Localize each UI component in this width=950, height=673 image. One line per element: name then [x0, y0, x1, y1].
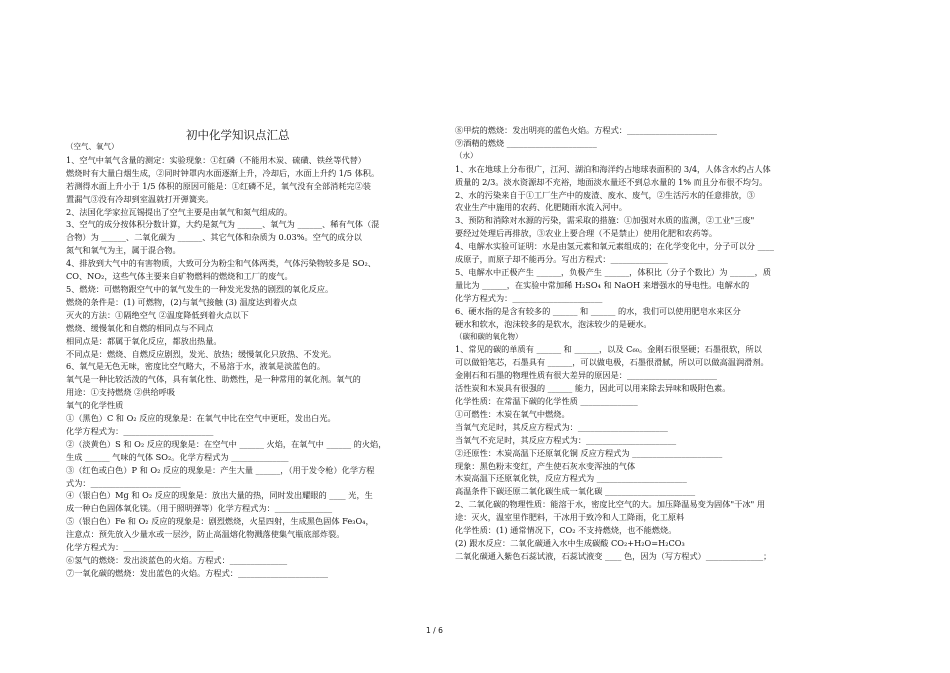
right-line: 可以做铅笔芯，石墨具有 ______，可以做电极，石墨很滑腻，所以可以做高温润滑剂。 [455, 357, 769, 368]
right-line: 6、硬水指的是含有较多的 ______ 和 ______ 的水，我们可以使用肥皂水来区分 [455, 305, 741, 316]
left-line: 燃烧、缓慢氧化和自燃的相同点与不同点 [66, 322, 214, 333]
right-line: 当氧气充足时，其反应方程式为：______________________ [455, 421, 668, 432]
right-line: 农业生产中施用的农药、化肥随雨水流入河中。 [455, 202, 627, 213]
right-line: 质量的 2/3。淡水资源却不充裕，地面淡水量还不到总水量的 1% 而且分布很不均匀。 [455, 176, 768, 187]
left-line: 氮气和氧气为主，属于混合物。 [66, 245, 181, 256]
left-line: ⑤（银白色）Fe 和 O₂ 反应的现象是：剧烈燃烧，火星四射，生成黑色固体 Fe₃O₄， [66, 516, 374, 527]
left-line: 6、氧气是无色无味，密度比空气略大，不易溶于水，液氧是淡蓝色的。 [66, 361, 326, 372]
right-line: 1、水在地球上分布很广，江河、湖泊和海洋约占地球表面积的 3/4，人体含水约占人体 [455, 163, 771, 174]
right-line: 4、电解水实验可证明：水是由氢元素和氧元素组成的；在化学变化中，分子可以分 ____ [455, 241, 774, 252]
right-line: 途：灭火，温室里作肥料，干冰用于致冷和人工降雨，化工原料 [455, 512, 685, 523]
left-line: 5、燃烧：可燃物跟空气中的氧气发生的一种发光发热的剧烈的氧化反应。 [66, 283, 334, 294]
right-line: 化学性质：(1) 通常情况下，CO₂ 不支持燃烧，也不能燃烧。 [455, 525, 677, 536]
left-line: （空气、氧气） [66, 142, 119, 151]
left-line: 4、排放到大气中的有害物质，大致可分为粉尘和气体两类，气体污染物较多是 SO₂、 [66, 258, 376, 269]
left-line: 注意点：预先放入少量水或一层沙，防止高温熔化物溅落使集气瓶底部炸裂。 [66, 529, 345, 540]
left-line: 成一种白色固体氧化镁。（用于照明弹等）化学方程式为：______________ [66, 503, 333, 514]
right-line: ⑧甲烷的燃烧：发出明亮的蓝色火焰。方程式：______________________ [455, 125, 718, 135]
right-line: ②还原性：木炭高温下还原氧化铜 反应方程式为 ______________________ [455, 447, 723, 458]
left-line: 2、法国化学家拉瓦锡提出了空气主要是由氧气和氮气组成的。 [66, 206, 293, 217]
left-line: 燃烧的条件是：(1) 可燃物，(2)与氧气接触 (3) 温度达到着火点 [66, 296, 297, 307]
right-line: (2) 跟水反应：二氧化碳通入水中生成碳酸 CO₂+H₂O=H₂CO₃ [455, 538, 685, 548]
right-line: 高温条件下碳还原二氧化碳生成一氧化碳 ______________________ [455, 486, 696, 497]
left-line: 不同点是：燃烧、自燃反应剧烈，发光、放热；缓慢氧化只放热、不发光。 [66, 348, 337, 359]
right-line: ①可燃性：木炭在氧气中燃烧。 [455, 408, 570, 419]
left-line: 氧气的化学性质 [66, 400, 124, 411]
left-line: CO、NO₂，这些气体主要来自矿物燃料的燃烧和工厂的废气。 [66, 271, 293, 282]
right-line: 量比为 ______，在实验中常加稀 H₂SO₄ 和 NaOH 来增强水的导电性。电解水的 [455, 279, 750, 290]
right-line: 现象：黑色粉末变红，产生使石灰水变浑浊的气体 [455, 460, 636, 471]
left-line: 化学方程式为：______________________ [66, 425, 214, 436]
left-line: 氧气是一种比较活泼的气体，具有氧化性、助燃性，是一种常用的氧化剂。氧气的 [66, 374, 361, 385]
right-line: 2、水的污染来自于①工厂生产中的废渣、废水、废气，②生活污水的任意排放，③ [455, 189, 755, 200]
right-line: 当氧气不充足时，其反应方程式为：______________________ [455, 434, 677, 445]
right-line: 活性炭和木炭具有很强的 ______ 能力，因此可以用来除去异味和吸附色素。 [455, 383, 731, 394]
right-line: 2、二氧化碳的物理性质：能溶于水，密度比空气的大。加压降温易变为固体"干冰" 用 [455, 499, 766, 510]
left-line: 式为：______________________ [66, 477, 181, 488]
right-line: 硬水和软水，泡沫较多的是软水，泡沫较少的是硬水。 [455, 318, 652, 329]
left-line: 1、空气中氧气含量的测定：实验现象：①红磷（不能用木炭、硫磺、铁丝等代替） [66, 154, 366, 165]
left-line: ①（黑色）C 和 O₂ 反应的现象是：在氧气中比在空气中更旺，发出白光。 [66, 413, 336, 424]
left-line: 合物）为 ______、二氧化碳为 ______、其它气体和杂质为 0.03%。空气的成分以 [66, 232, 362, 243]
right-line: 3、预防和消除对水源的污染，需采取的措施：①加强对水质的监测，②工业"三废" [455, 215, 755, 226]
left-line: 置漏气③没有冷却到室温就打开弹簧夹。 [66, 193, 214, 204]
right-line: 5、电解水中正极产生 ______，负极产生 ______，体积比（分子个数比）为 ______，质 [455, 266, 771, 277]
page-number: 1 / 6 [426, 626, 443, 635]
left-line: 若测得水面上升小于 1/5 体积的原因可能是：①红磷不足，氧气没有全部消耗完②装 [66, 180, 371, 191]
left-line: ④（银白色）Mg 和 O₂ 反应的现象是：放出大量的热，同时发出耀眼的 ____ 光，生 [66, 490, 373, 501]
right-line: 化学方程式为：______________________ [455, 292, 603, 303]
left-line: 用途：①支持燃烧 ②供给呼吸 [66, 387, 176, 398]
left-line: ⑥氢气的燃烧：发出淡蓝色的火焰。方程式：______________ [66, 555, 288, 565]
left-line: 灭火的方法：①隔绝空气 ②温度降低到着火点以下 [66, 309, 249, 320]
left-line: ③（红色或白色）P 和 O₂ 反应的现象是：产生大量 ______，（用于发令枪）化学方程 [66, 464, 375, 475]
left-line: ②（淡黄色）S 和 O₂ 反应的现象是：在空气中 ______ 火焰，在氧气中 ______ 的火焰， [66, 438, 387, 449]
right-line: 金刚石和石墨的物理性质有很大差异的原因是：______________________ [455, 370, 718, 381]
right-line: 化学性质：在常温下碳的化学性质 ______________ [455, 396, 638, 407]
left-line: 相同点是：都属于氧化反应，都放出热量。 [66, 335, 222, 346]
right-line: 要经过处理后再排放，③农业上要合理（不是禁止）使用化肥和农药等。 [455, 228, 718, 239]
right-line: （碳和碳的氧化物） [455, 331, 523, 341]
left-column [66, 141, 451, 580]
right-line: ⑨酒精的燃烧 ______________________ [455, 137, 597, 148]
right-line: 木炭高温下还原氧化铁，反应方程式为 ______________________ [455, 473, 687, 484]
right-line: （水） [455, 150, 478, 160]
left-line: 3、空气的成分按体积分数计算，大约是氮气为 ______、氧气为 ______、稀有气体（混 [66, 219, 380, 230]
page-title: 初中化学知识点汇总 [186, 128, 290, 142]
left-line: ⑦一氧化碳的燃烧：发出蓝色的火焰。方程式：______________________ [66, 567, 329, 578]
right-column [455, 124, 840, 563]
right-line: 1、常见的碳的单质有 ______ 和 ______，以及 C₆₀。金刚石很坚硬；石墨很软，所以 [455, 344, 762, 355]
left-line: 生成 ______ 气味的气体 SO₂。化学方程式为 ______________ [66, 451, 289, 462]
left-line: 化学方程式为：______________________ [66, 542, 214, 553]
left-line: 燃烧时有大量白烟生成，②同时钟罩内水面逐渐上升，冷却后，水面上升约 1/5 体积。 [66, 167, 380, 178]
right-line: 成原子，而原子却不能再分。写出方程式：______________ [455, 254, 668, 265]
right-line: 二氧化碳通入紫色石蕊试液，石蕊试液变 ____ 色，因为（写方程式）______________； [455, 550, 772, 561]
